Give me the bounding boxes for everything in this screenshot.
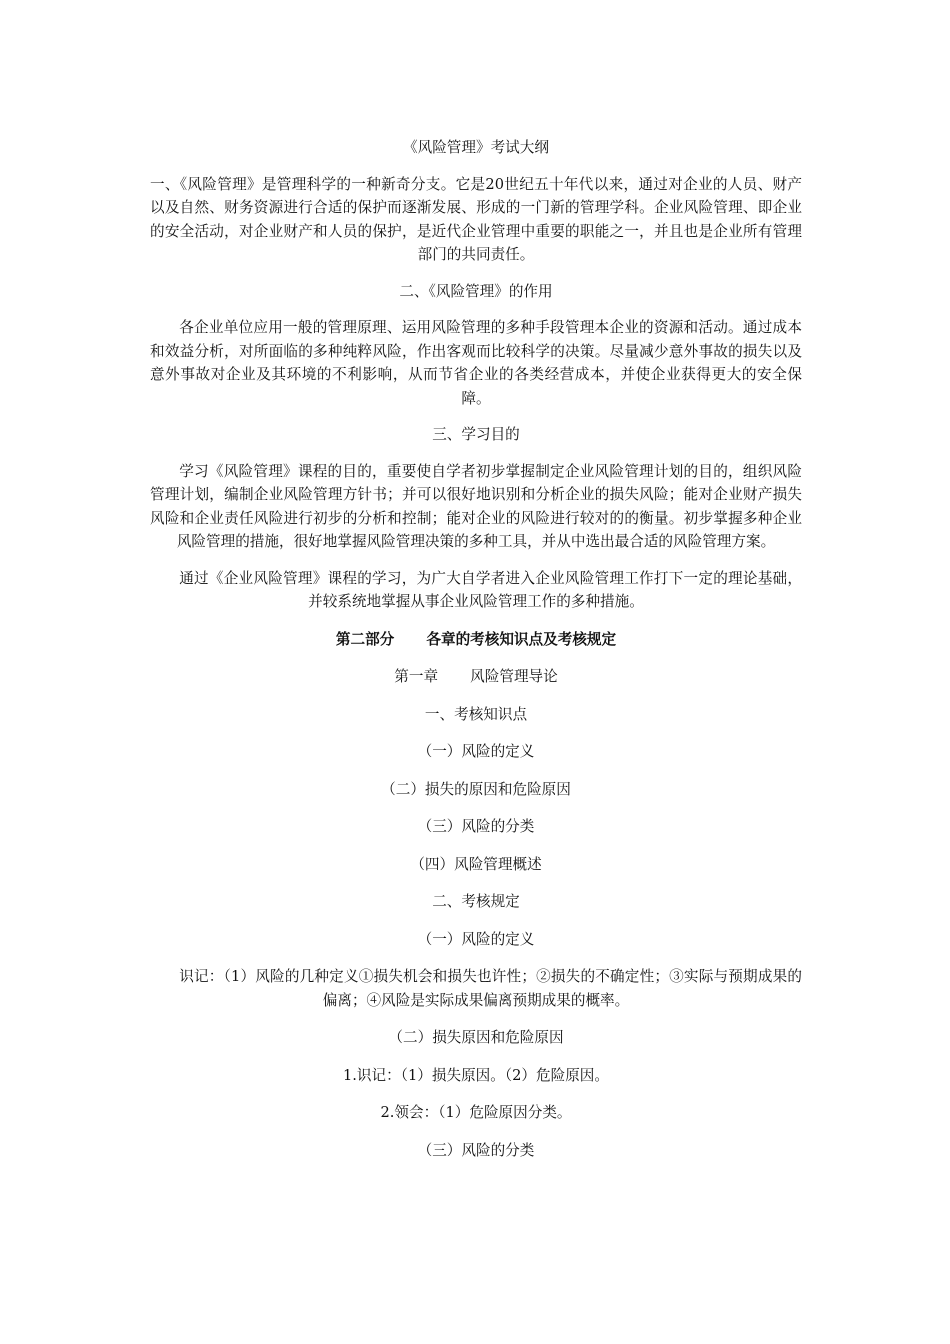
rules-heading: 二、考核规定 [432,893,520,910]
knowledge-item: （二）损失的原因和危险原因 [381,780,571,798]
rule2-item: 1.识记：（1）损失原因。（2）危险原因。 [343,1066,609,1084]
chapter1-heading [150,665,802,689]
part2-label: 第二部分 [335,630,395,648]
section2-paragraph: 各企业单位应用一般的管理原理、运用风险管理的多种手段管理本企业的资源和活动。通过成本和效益分析，对所面临的多种纯粹风险，作出客观而比较科学的决策。尽量减少意外事故的损失以及意外事故对企业及其环境的不利影响，从而节省企业的各类经营成本，并使企业获得更大的安全保障。 [150,319,802,407]
knowledge-item: （三）风险的分类 [417,818,535,835]
rule1-text: 识记：（1）风险的几种定义①损失机会和损失也许性；②损失的不确定性；③实际与预期成果的偏离；④风险是实际成果偏离预期成果的概率。 [179,968,802,1009]
section3-closing-paragraph: 通过《企业风险管理》课程的学习，为广大自学者进入企业风险管理工作打下一定的理论基础，并较系统地掌握从事企业风险管理工作的多种措施。 [179,569,802,610]
knowledge-heading: 一、考核知识点 [424,705,528,723]
document-page [150,136,802,1162]
chapter1-label: 第一章 [394,668,439,685]
knowledge-item: （一）风险的定义 [417,743,535,760]
rule1-heading: （一）风险的定义 [417,930,535,948]
section3-paragraph: 学习《风险管理》课程的目的，重要使自学者初步掌握制定企业风险管理计划的目的，组织风险管理计划，编制企业风险管理方针书；并可以很好地识别和分析企业的损失风险；能对企业财产损失风险和企业责任风险进行初步的分析和控制；能对企业的风险进行较对的的衡量。初步掌握多种企业风险管理的措施，很好地掌握风险管理决策的多种工具，并从中选出最合适的风险管理方案。 [150,462,802,550]
rule2-item: 2.领会：（1）危险原因分类。 [380,1104,572,1121]
part2-heading [150,628,802,652]
knowledge-item: （四）风险管理概述 [410,855,542,873]
chapter1-title: 风险管理导论 [470,668,558,685]
section2-heading: 二、《风险管理》的作用 [399,282,553,300]
document-title: 《风险管理》考试大纲 [403,139,549,156]
intro-paragraph: 一、《风险管理》是管理科学的一种新奇分支。它是20世纪五十年代以来，通过对企业的人员、财产以及自然、财务资源进行合适的保护而逐渐发展、形成的一门新的管理学科。企业风险管理、即企业的安全活动，对企业财产和人员的保护，是近代企业管理中重要的职能之一，并且也是企业所有管理部门的共同责任。 [150,175,802,263]
rule3-heading: （三）风险的分类 [417,1141,535,1159]
section3-heading: 三、学习目的 [432,426,520,443]
rule2-heading: （二）损失原因和危险原因 [388,1029,564,1046]
part2-title: 各章的考核知识点及考核规定 [426,630,617,648]
